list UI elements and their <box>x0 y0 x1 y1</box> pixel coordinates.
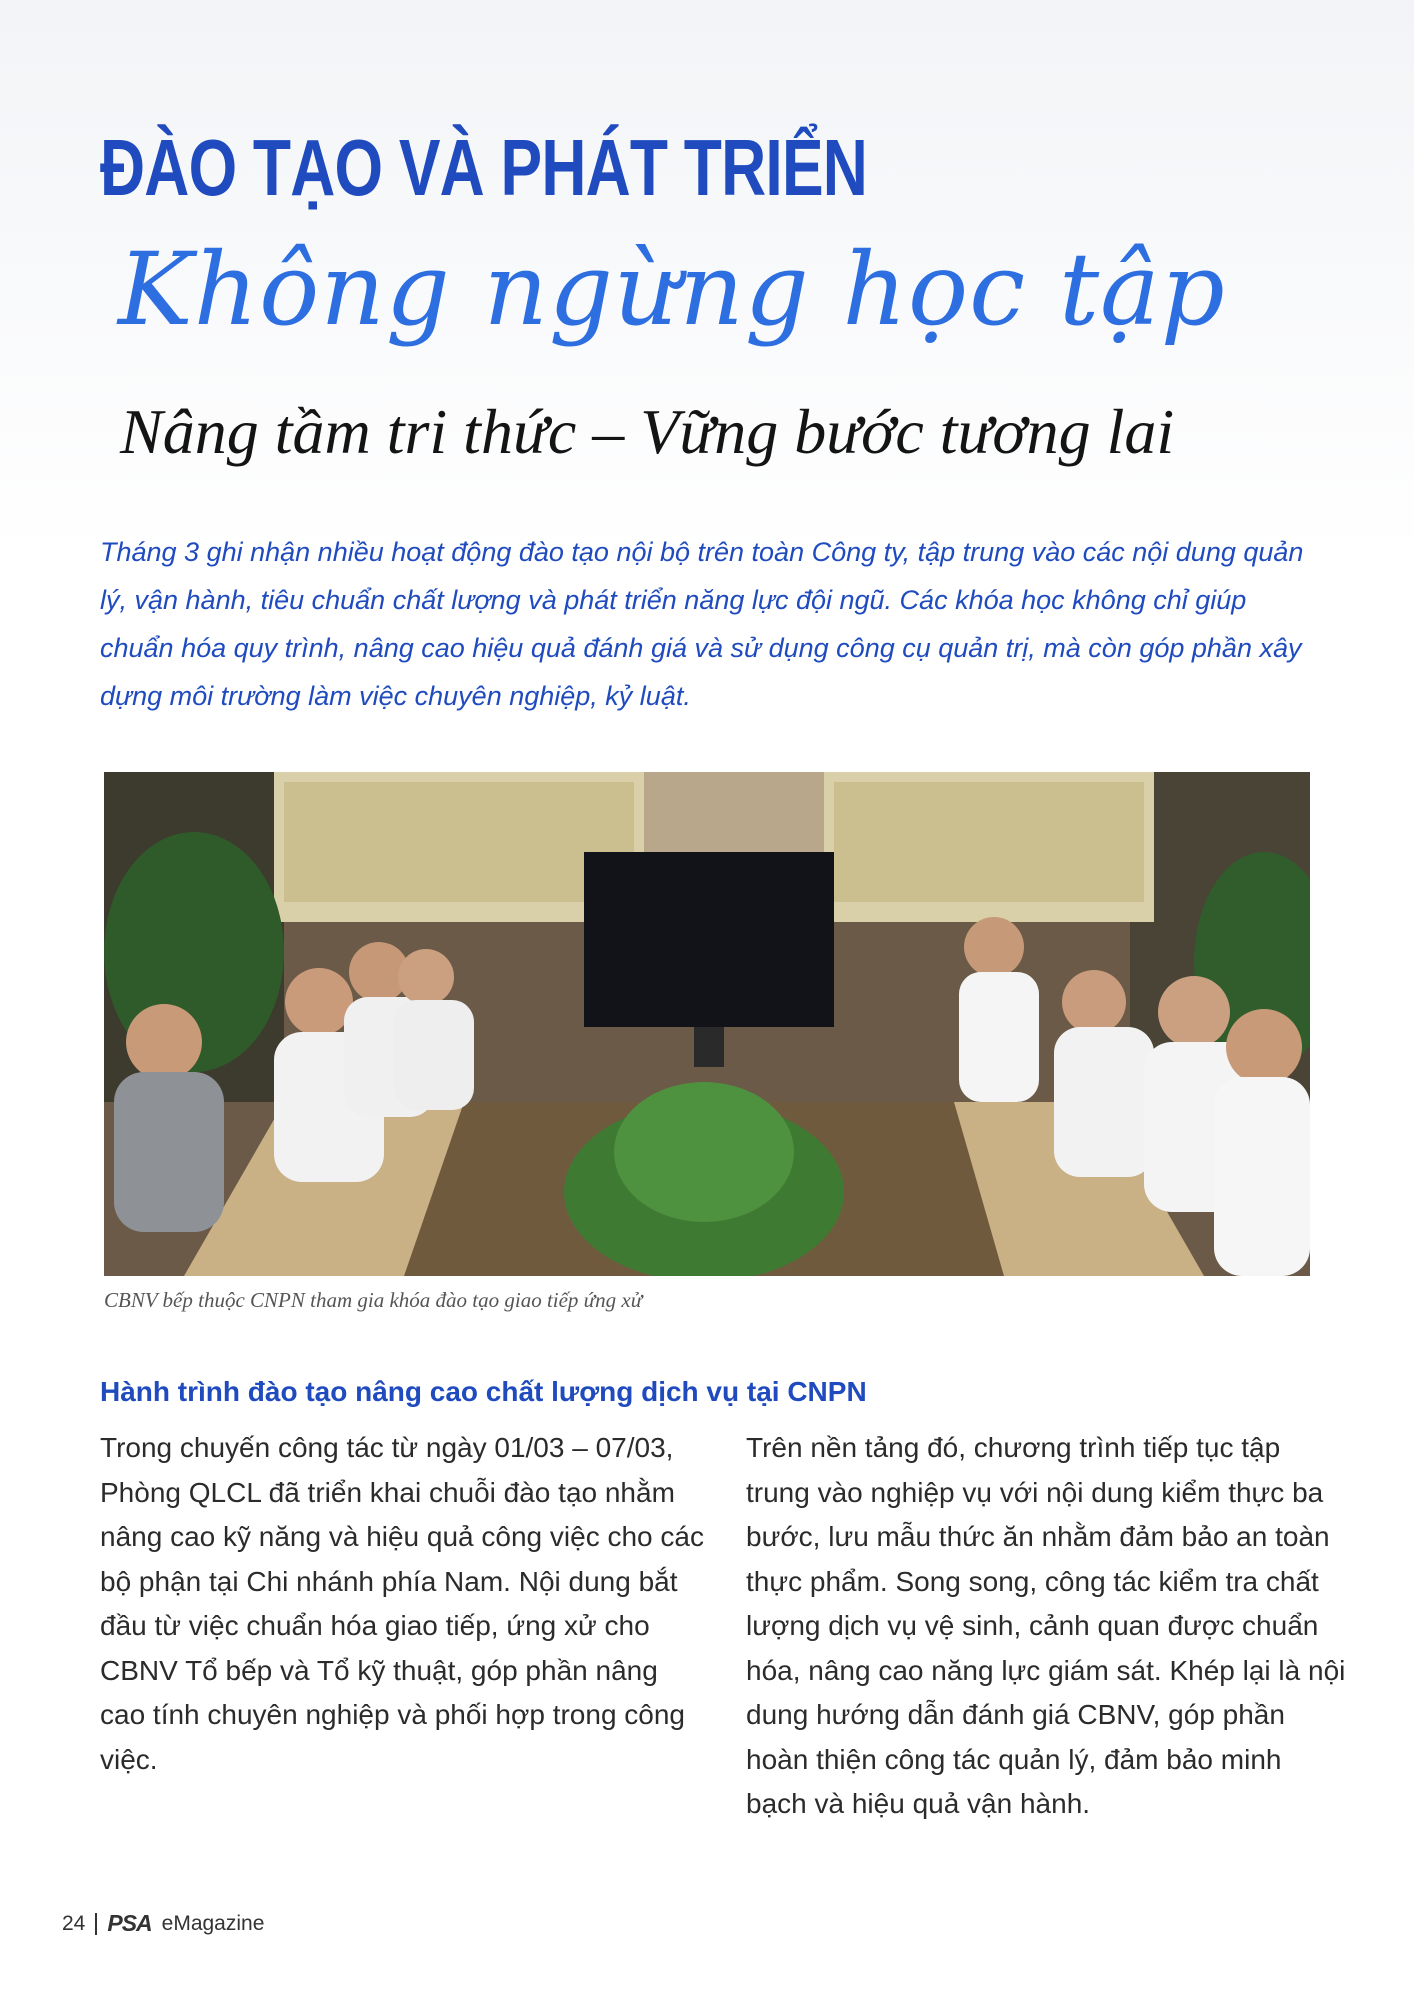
subtitle: Nâng tầm tri thức – Vững bước tương lai <box>120 396 1175 467</box>
article-column-right: Trên nền tảng đó, chương trình tiếp tục tập trung vào nghiệp vụ với nội dung kiểm thực ba bước, lưu mẫu thức ăn nhằm đảm bảo an toàn thực phẩm. Song song, công tác kiểm tra chất lượng dịch vụ vệ sinh, cảnh quan được chuẩn hóa, nâng cao năng lực giám sát. Khép lại là nội dung hướng dẫn đánh giá CBNV, góp phần hoàn thiện công tác quản lý, đảm bảo minh bạch và hiệu quả vận hành. <box>746 1432 1346 1819</box>
photo-caption: CBNV bếp thuộc CNPN tham gia khóa đào tạo giao tiếp ứng xử <box>104 1288 643 1312</box>
brand-logo: PSA <box>107 1910 152 1936</box>
photo-illustration <box>104 772 1310 1276</box>
article-column-left: Trong chuyến công tác từ ngày 01/03 – 07/03, Phòng QLCL đã triển khai chuỗi đào tạo nhằm nâng cao kỹ năng và hiệu quả công việc cho các bộ phận tại Chi nhánh phía Nam. Nội dung bắt đầu từ việc chuẩn hóa giao tiếp, ứng xử cho CBNV Tổ bếp và Tổ kỹ thuật, góp phần nâng cao tính chuyên nghiệp và phối hợp trong công việc. <box>100 1432 704 1775</box>
intro-paragraph: Tháng 3 ghi nhận nhiều hoạt động đào tạo nội bộ trên toàn Công ty, tập trung vào các nội dung quản lý, vận hành, tiêu chuẩn chất lượng và phát triển năng lực đội ngũ. Các khóa học không chỉ giúp chuẩn hóa quy trình, nâng cao hiệu quả đánh giá và sử dụng công cụ quản trị, mà còn góp phần xây dựng môi trường làm việc chuyên nghiệp, kỷ luật. <box>100 537 1304 711</box>
page-footer <box>62 1910 264 1937</box>
publication-name: eMagazine <box>161 1911 265 1935</box>
script-title: Không ngừng học tập <box>118 231 1226 348</box>
training-photo <box>104 772 1310 1276</box>
article-heading: Hành trình đào tạo nâng cao chất lượng dịch vụ tại CNPN <box>100 1376 867 1407</box>
page-number: 24 <box>62 1911 86 1935</box>
footer-divider <box>95 1913 97 1935</box>
section-title: ĐÀO TẠO VÀ PHÁT TRIỂN <box>100 123 868 212</box>
